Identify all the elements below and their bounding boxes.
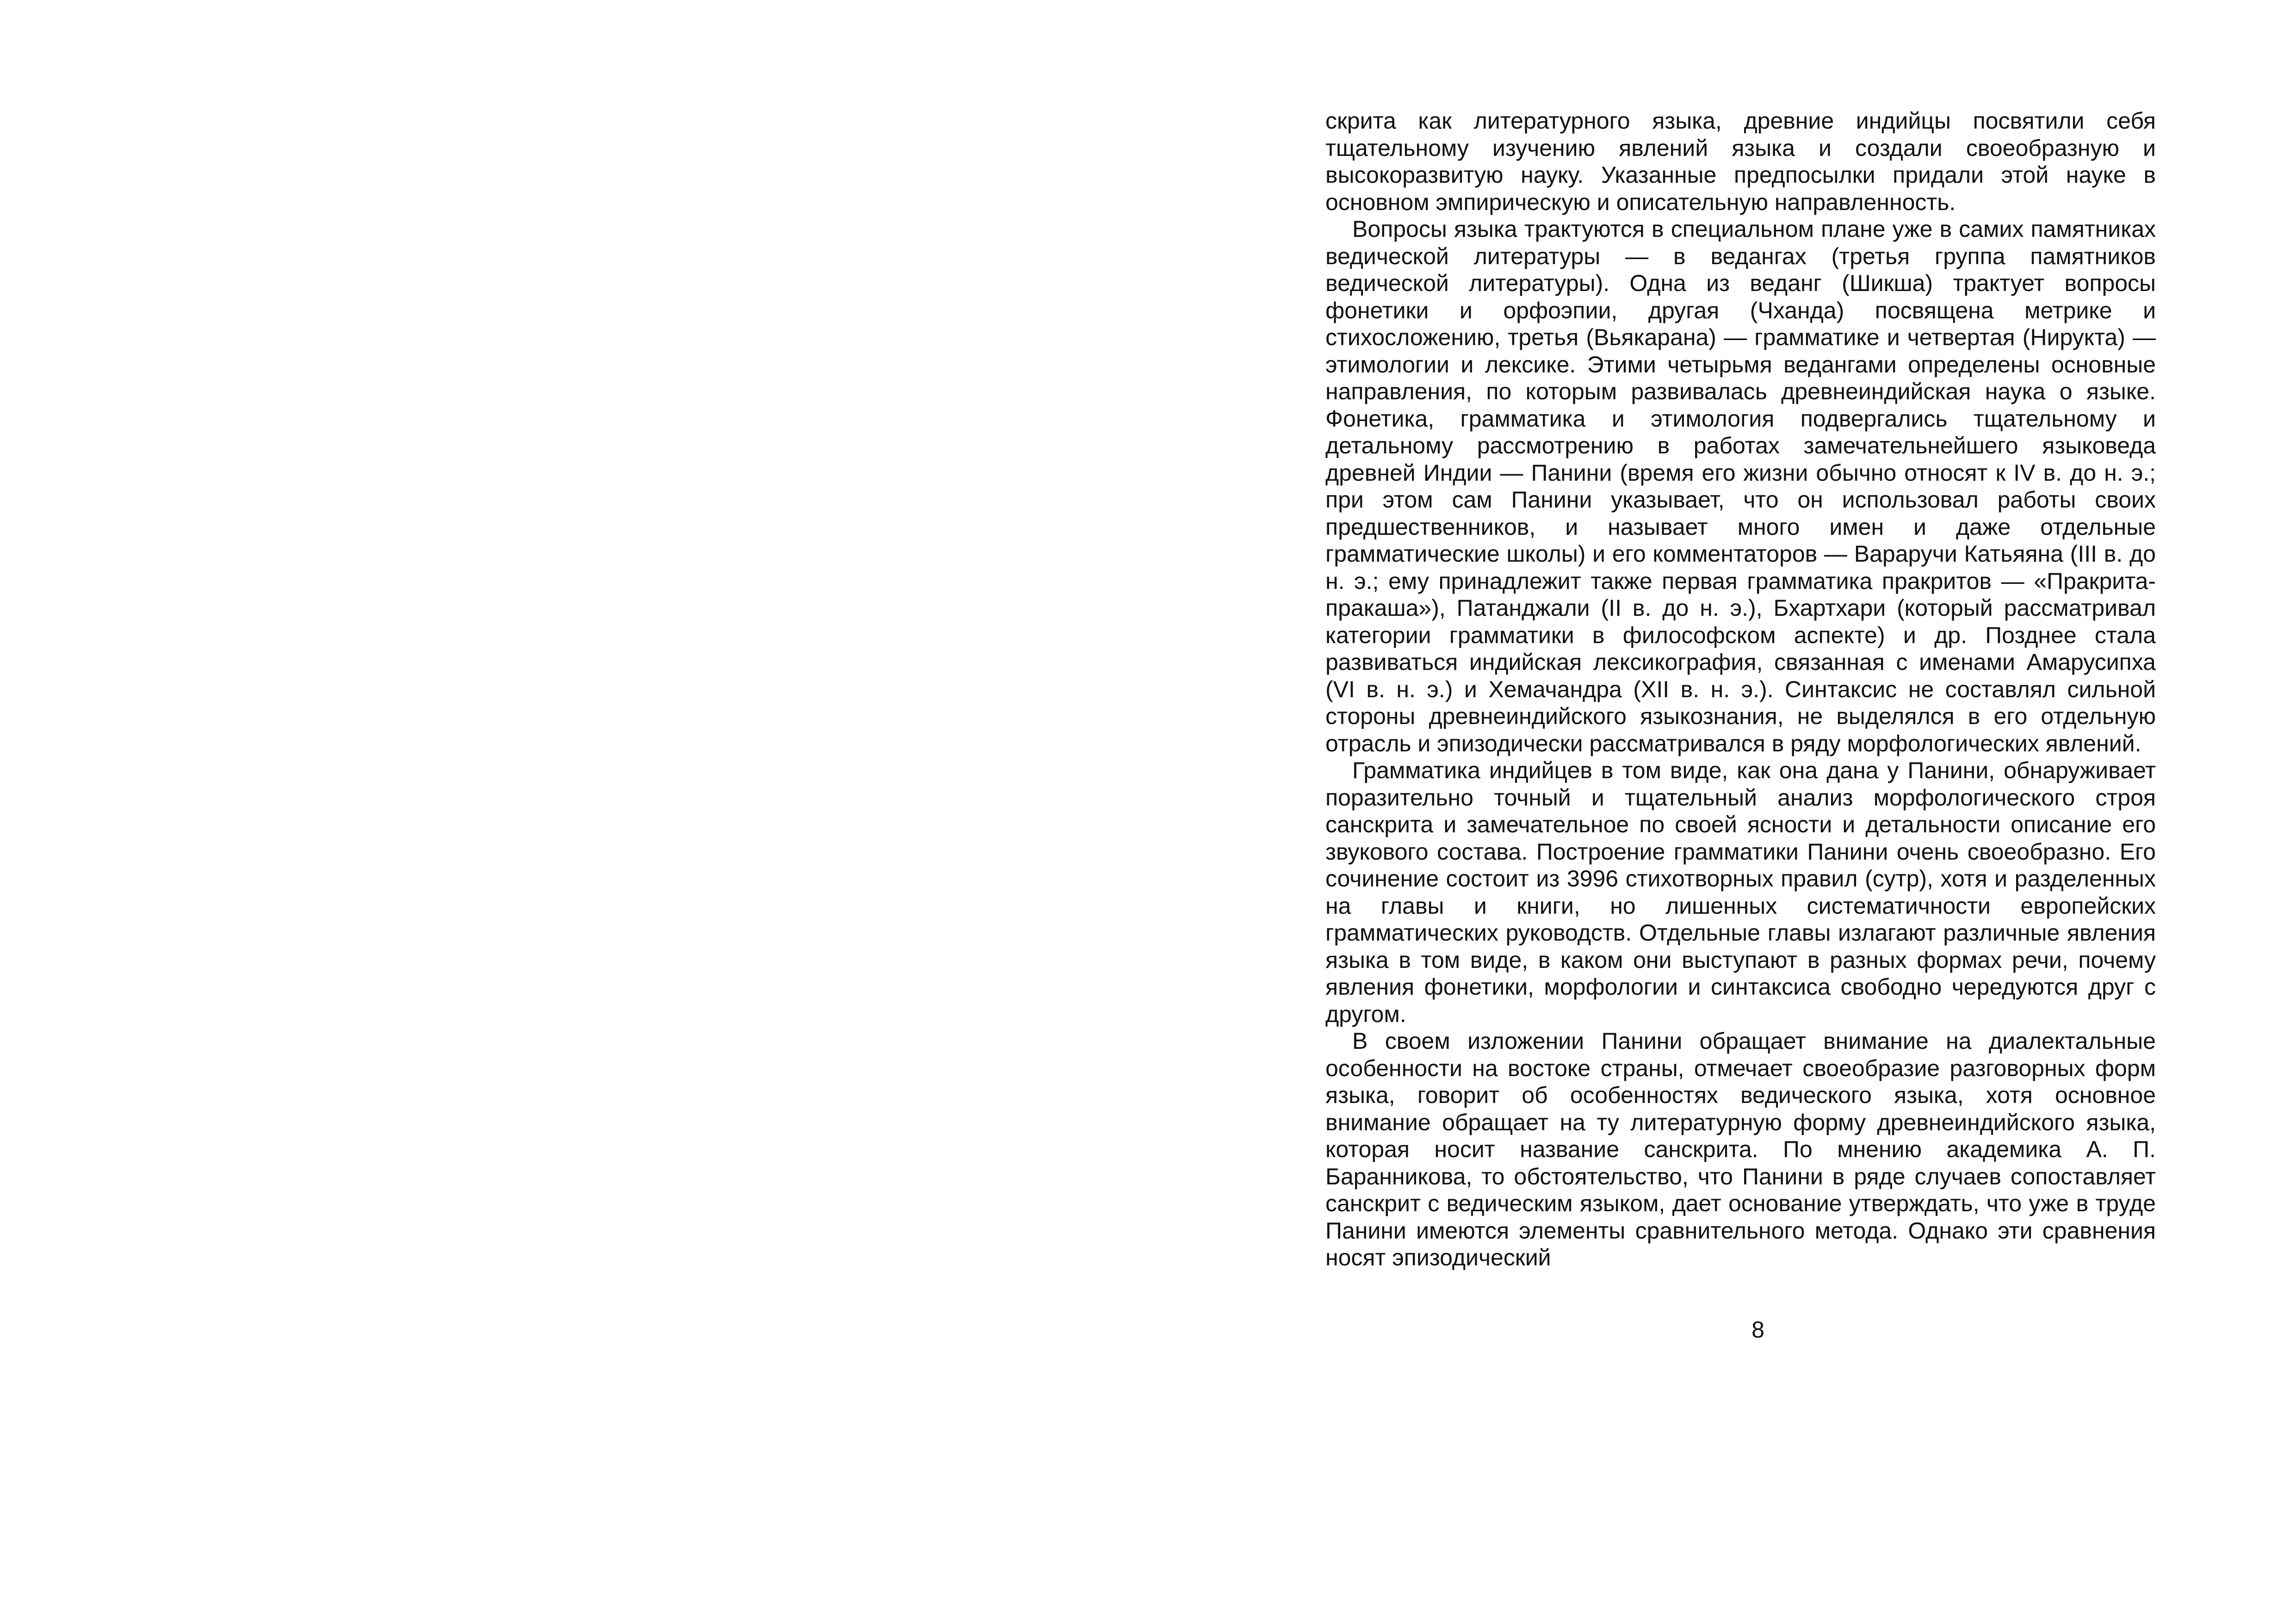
paragraph-1: скрита как литературного языка, древние индийцы посвятили себя тщательному изучению явлений языка и создали своеобразную и высокоразвитую науку. Указанные предпосылки придали этой науке в основном эмпирическую и описательную направленность. (1325, 108, 2156, 215)
paragraph-3: Грамматика индийцев в том виде, как она дана у Панини, обнаруживает поразительно точный и тщательный анализ морфологического строя санскрита и замечательное по своей ясности и детальности описание его звукового состава. Построение грамматики Панини очень своеобразно. Его сочинение состоит из 3996 стихотворных правил (сутр), хотя и разделенных на главы и книги, но лишенных систематичности европейских грамматических руководств. Отдельные главы излагают различные явления языка в том виде, в каком они выступают в разных формах речи, почему явления фонетики, морфологии и синтаксиса свободно чередуются друг с другом. (1325, 757, 2156, 1027)
paragraph-2: Вопросы языка трактуются в специальном плане уже в самих памятниках ведической литературы — в ведангах (третья группа памятников ведической литературы). Одна из веданг (Шикша) трактует вопросы фонетики и орфоэпии, другая (Чханда) посвящена метрике и стихосложению, третья (Вьякарана) — грамматике и четвертая (Нирукта) — этимологии и лексике. Этими четырьмя ведангами определены основные направления, по которым развивалась древнеиндийская наука о языке. Фонетика, грамматика и этимология подвергались тщательному и детальному рассмотрению в работах замечательнейшего языковеда древней Индии — Панини (время его жизни обычно относят к IV в. до н. э.; при этом сам Панини указывает, что он использовал работы своих предшественников, и называет много имен и даже отдельные грамматические школы) и его комментаторов — Вараручи Катьяяна (III в. до н. э.; ему принадлежит также первая грамматика пракритов — «Пракрита-пракаша»), Патанджали (II в. до н. э.), Бхартхари (который рассматривал категории грамматики в философском аспекте) и др. Позднее стала развиваться индийская лексикография, связанная с именами Амарусипха (VI в. н. э.) и Хемачандра (XII в. н. э.). Синтаксис не составлял сильной стороны древнеиндийского языкознания, не выделялся в его отдельную отрасль и эпизодически рассматривался в ряду морфологических явлений. (1325, 216, 2156, 756)
page-number: 8 (1751, 1317, 1764, 1343)
paragraph-4: В своем изложении Панини обращает внимание на диалектальные особенности на востоке страны, отмечает своеобразие разговорных форм языка, говорит об особенностях ведического языка, хотя основное внимание обращает на ту литературную форму древнеиндийского языка, которая носит название санскрита. По мнению академика А. П. Баранникова, то обстоятельство, что Панини в ряде случаев сопоставляет санскрит с ведическим языком, дает основание утверждать, что уже в труде Панини имеются элементы сравнительного метода. Однако эти сравнения носят эпизодический (1325, 1028, 2156, 1270)
body-text (1325, 107, 2156, 1271)
